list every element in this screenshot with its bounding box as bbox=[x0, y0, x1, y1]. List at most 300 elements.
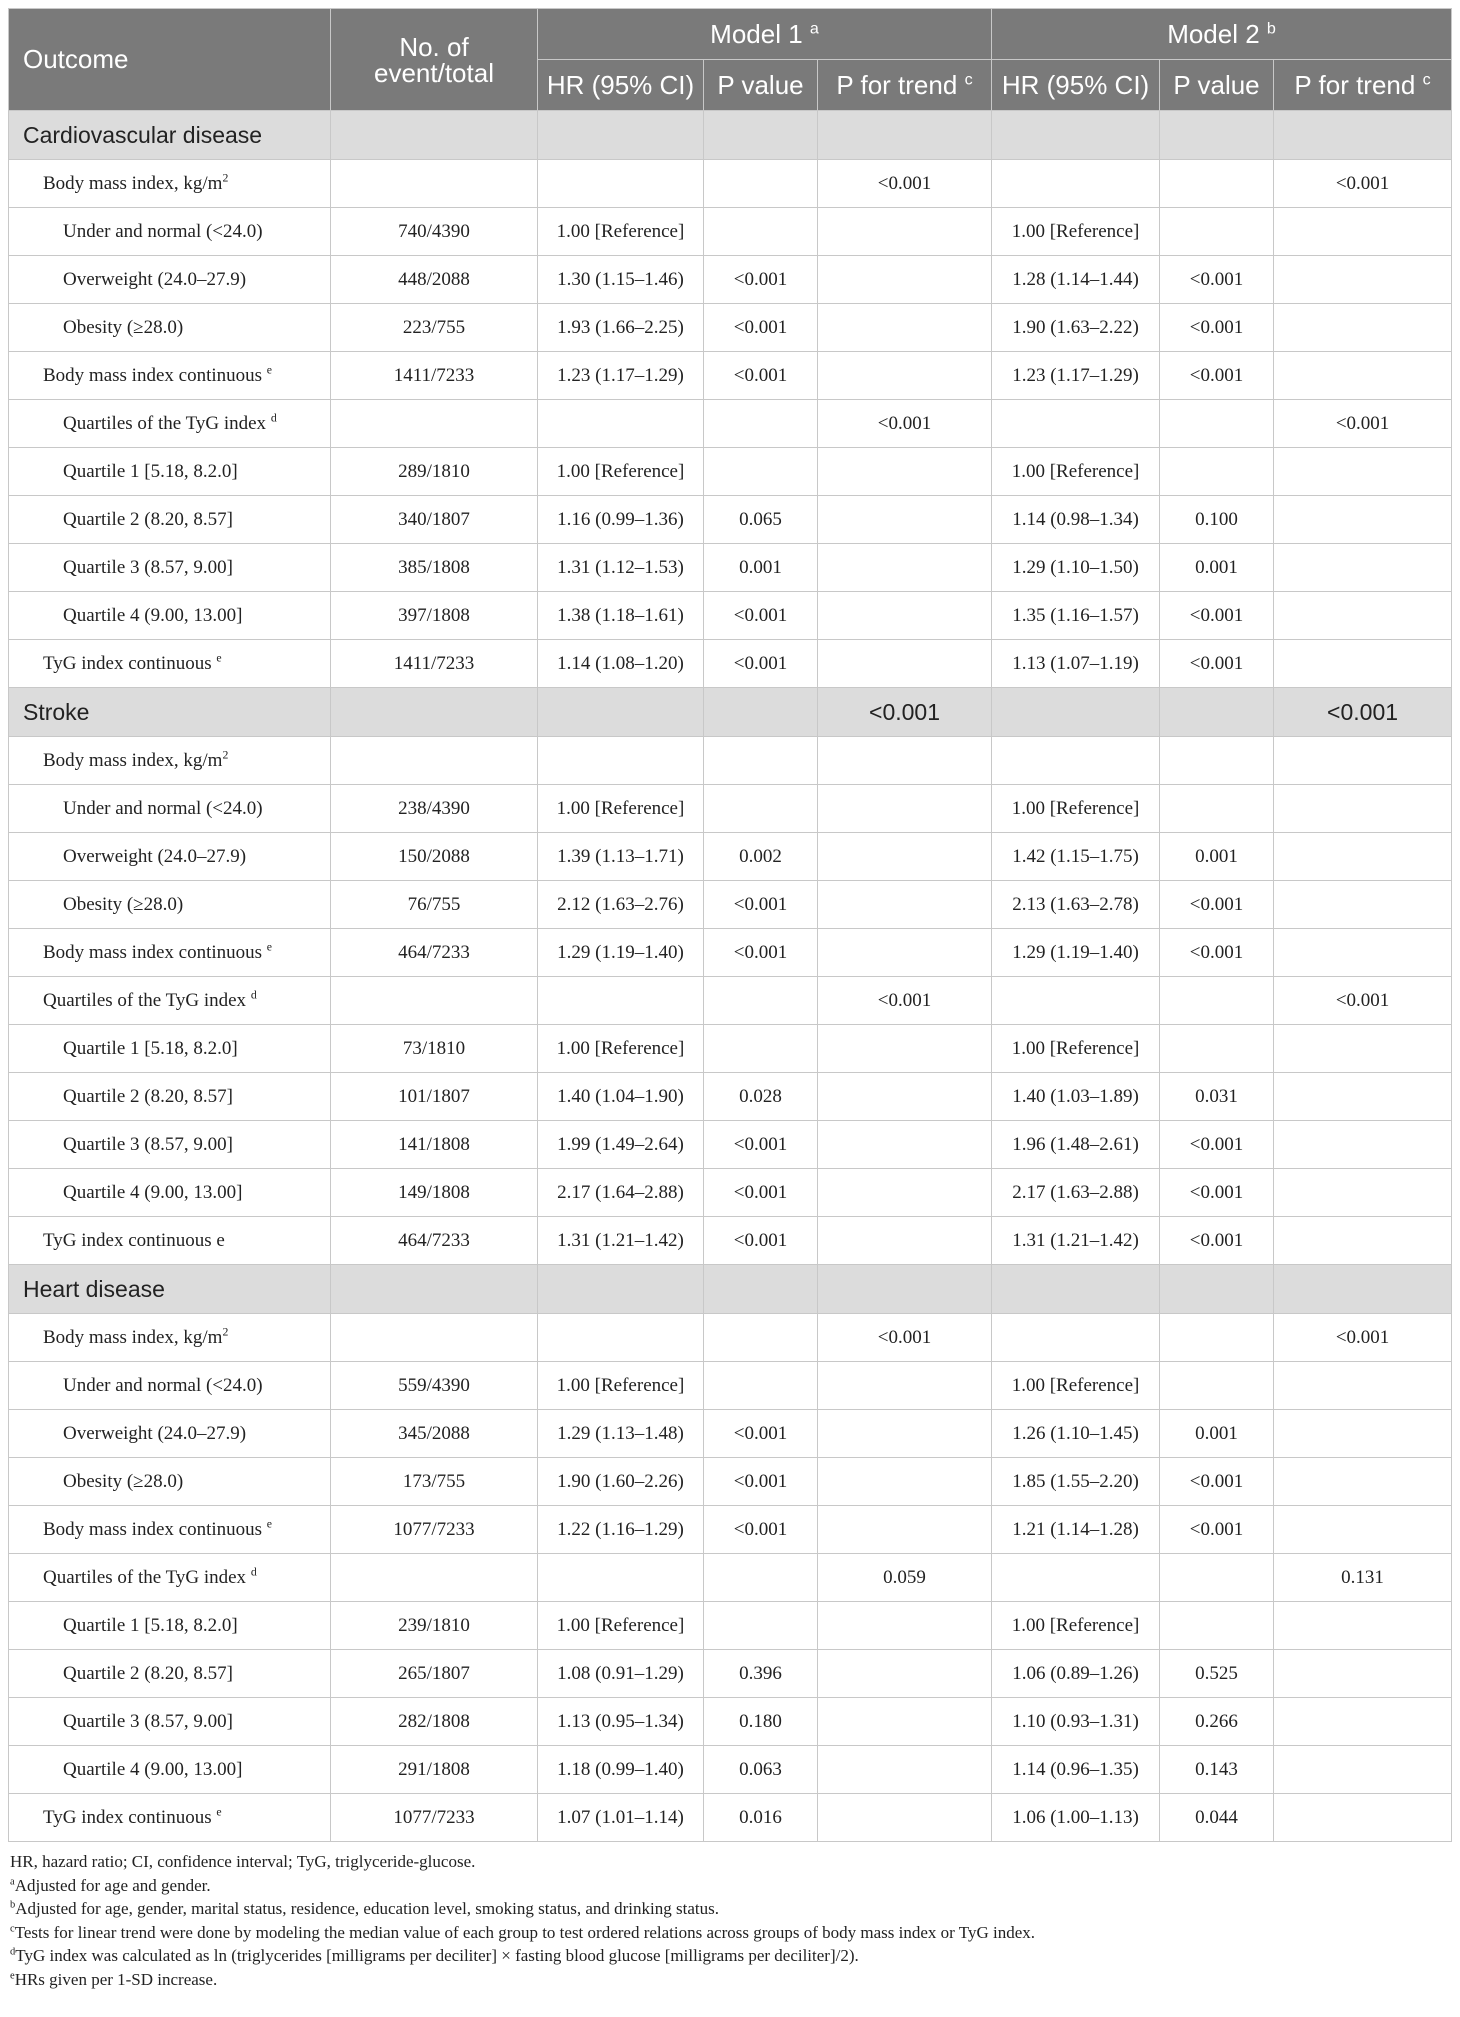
row-label bbox=[9, 448, 331, 496]
row-label-text: Quartile 3 (8.57, 9.00] bbox=[63, 1710, 233, 1732]
section-cell-events bbox=[331, 111, 538, 160]
cell-t2 bbox=[1274, 352, 1452, 400]
table-row bbox=[9, 1121, 1452, 1169]
table-row bbox=[9, 1602, 1452, 1650]
cell-p1: 0.016 bbox=[704, 1794, 818, 1842]
cell-p1 bbox=[704, 737, 818, 785]
cell-p2 bbox=[1160, 1362, 1274, 1410]
cell-t1: 0.059 bbox=[818, 1554, 992, 1602]
row-label bbox=[9, 1554, 331, 1602]
cell-t2 bbox=[1274, 640, 1452, 688]
cell-t1: <0.001 bbox=[818, 1314, 992, 1362]
footnote-line bbox=[10, 1968, 1451, 1992]
cell-p2 bbox=[1160, 1025, 1274, 1073]
section-header-row bbox=[9, 1265, 1452, 1314]
cell-t2 bbox=[1274, 1650, 1452, 1698]
cell-p2 bbox=[1160, 160, 1274, 208]
cell-t1 bbox=[818, 929, 992, 977]
section-cell-p2 bbox=[1160, 111, 1274, 160]
cell-p1 bbox=[704, 400, 818, 448]
cell-p2: 0.001 bbox=[1160, 1410, 1274, 1458]
cell-t1: <0.001 bbox=[818, 977, 992, 1025]
cell-p1: <0.001 bbox=[704, 1506, 818, 1554]
cell-t2 bbox=[1274, 1506, 1452, 1554]
cell-events bbox=[331, 977, 538, 1025]
cell-p2: <0.001 bbox=[1160, 1458, 1274, 1506]
cell-t1: <0.001 bbox=[818, 160, 992, 208]
cell-hr1: 1.31 (1.21–1.42) bbox=[538, 1217, 704, 1265]
row-label bbox=[9, 737, 331, 785]
cell-p2: 0.001 bbox=[1160, 833, 1274, 881]
row-label-text: Quartile 4 (9.00, 13.00] bbox=[63, 1181, 243, 1203]
cell-t1 bbox=[818, 1794, 992, 1842]
row-label bbox=[9, 304, 331, 352]
header-outcome: Outcome bbox=[9, 9, 331, 111]
cell-t1 bbox=[818, 1410, 992, 1458]
cell-hr2: 1.00 [Reference] bbox=[992, 448, 1160, 496]
table-row bbox=[9, 1362, 1452, 1410]
cell-t2 bbox=[1274, 929, 1452, 977]
table-row bbox=[9, 352, 1452, 400]
cell-p1: <0.001 bbox=[704, 256, 818, 304]
row-label-text: TyG index continuous bbox=[43, 1806, 217, 1828]
row-label-footnote: e bbox=[266, 363, 273, 377]
cell-t1 bbox=[818, 1362, 992, 1410]
cell-t2 bbox=[1274, 1602, 1452, 1650]
table-row bbox=[9, 1746, 1452, 1794]
table-row bbox=[9, 304, 1452, 352]
row-label bbox=[9, 929, 331, 977]
cell-p2 bbox=[1160, 737, 1274, 785]
cell-hr2: 1.90 (1.63–2.22) bbox=[992, 304, 1160, 352]
section-cell-hr1 bbox=[538, 111, 704, 160]
row-label-footnote: 2 bbox=[222, 748, 229, 762]
cell-p2 bbox=[1160, 977, 1274, 1025]
cell-p2: <0.001 bbox=[1160, 1506, 1274, 1554]
cell-p1: <0.001 bbox=[704, 1169, 818, 1217]
row-label-text: Body mass index, kg/m bbox=[43, 749, 223, 771]
cell-p2: <0.001 bbox=[1160, 929, 1274, 977]
table-row bbox=[9, 1025, 1452, 1073]
cell-hr1: 1.93 (1.66–2.25) bbox=[538, 304, 704, 352]
cell-p2: <0.001 bbox=[1160, 1217, 1274, 1265]
cell-p1: <0.001 bbox=[704, 1410, 818, 1458]
row-label-text: Quartile 1 [5.18, 8.2.0] bbox=[63, 1037, 238, 1059]
cell-t1 bbox=[818, 1746, 992, 1794]
cell-p1: <0.001 bbox=[704, 640, 818, 688]
table-row bbox=[9, 1217, 1452, 1265]
cell-events: 149/1808 bbox=[331, 1169, 538, 1217]
cell-p2 bbox=[1160, 1602, 1274, 1650]
table-body bbox=[9, 111, 1452, 1842]
row-label-text: Quartile 1 [5.18, 8.2.0] bbox=[63, 1614, 238, 1636]
cell-t2: 0.131 bbox=[1274, 1554, 1452, 1602]
cell-t2 bbox=[1274, 256, 1452, 304]
row-label bbox=[9, 1410, 331, 1458]
section-header-row bbox=[9, 111, 1452, 160]
cell-hr1: 1.23 (1.17–1.29) bbox=[538, 352, 704, 400]
header-ptrend-model2: P for trend $^c$ bbox=[1274, 60, 1452, 111]
row-label bbox=[9, 352, 331, 400]
results-table bbox=[8, 8, 1452, 1842]
cell-events: 448/2088 bbox=[331, 256, 538, 304]
cell-t1 bbox=[818, 1025, 992, 1073]
cell-events: 559/4390 bbox=[331, 1362, 538, 1410]
cell-t1: <0.001 bbox=[818, 400, 992, 448]
row-label-footnote: e bbox=[216, 1805, 222, 1819]
cell-hr2: 1.00 [Reference] bbox=[992, 1025, 1160, 1073]
row-label bbox=[9, 208, 331, 256]
section-cell-hr2 bbox=[992, 688, 1160, 737]
row-label-text: Quartile 4 (9.00, 13.00] bbox=[63, 1758, 243, 1780]
cell-t2: <0.001 bbox=[1274, 400, 1452, 448]
cell-p1: 0.063 bbox=[704, 1746, 818, 1794]
cell-hr1: 1.07 (1.01–1.14) bbox=[538, 1794, 704, 1842]
footnote-marker: d bbox=[10, 1946, 16, 1958]
section-cell-events bbox=[331, 1265, 538, 1314]
cell-events: 1411/7233 bbox=[331, 640, 538, 688]
table-row bbox=[9, 1650, 1452, 1698]
cell-events: 464/7233 bbox=[331, 1217, 538, 1265]
table-row bbox=[9, 881, 1452, 929]
footnote-text: HRs given per 1-SD increase. bbox=[14, 1969, 218, 1989]
row-label-text: Body mass index, kg/m bbox=[43, 1326, 223, 1348]
cell-t2 bbox=[1274, 304, 1452, 352]
row-label bbox=[9, 1746, 331, 1794]
cell-t1 bbox=[818, 1698, 992, 1746]
cell-events: 223/755 bbox=[331, 304, 538, 352]
footnote-line bbox=[10, 1850, 1451, 1874]
table-header bbox=[9, 9, 1452, 111]
cell-t1 bbox=[818, 448, 992, 496]
section-header-row bbox=[9, 688, 1452, 737]
cell-hr2: 1.85 (1.55–2.20) bbox=[992, 1458, 1160, 1506]
cell-events: 73/1810 bbox=[331, 1025, 538, 1073]
cell-hr2: 1.23 (1.17–1.29) bbox=[992, 352, 1160, 400]
cell-hr1: 1.00 [Reference] bbox=[538, 448, 704, 496]
row-label-text: Body mass index continuous bbox=[43, 1518, 267, 1540]
row-label bbox=[9, 1458, 331, 1506]
cell-t1 bbox=[818, 1650, 992, 1698]
cell-hr2 bbox=[992, 400, 1160, 448]
cell-t2 bbox=[1274, 1746, 1452, 1794]
cell-t1 bbox=[818, 1169, 992, 1217]
cell-p2 bbox=[1160, 785, 1274, 833]
cell-hr1: 1.30 (1.15–1.46) bbox=[538, 256, 704, 304]
cell-p1 bbox=[704, 160, 818, 208]
cell-events: 173/755 bbox=[331, 1458, 538, 1506]
cell-t1 bbox=[818, 737, 992, 785]
row-label-text: Body mass index continuous bbox=[43, 364, 267, 386]
table-row bbox=[9, 1314, 1452, 1362]
cell-t1 bbox=[818, 304, 992, 352]
table-row bbox=[9, 1458, 1452, 1506]
cell-hr1: 2.12 (1.63–2.76) bbox=[538, 881, 704, 929]
cell-t2 bbox=[1274, 1121, 1452, 1169]
cell-events: 740/4390 bbox=[331, 208, 538, 256]
section-cell-hr2 bbox=[992, 1265, 1160, 1314]
cell-hr2 bbox=[992, 977, 1160, 1025]
header-pvalue-model2: P value bbox=[1160, 60, 1274, 111]
section-cell-t2 bbox=[1274, 1265, 1452, 1314]
row-label bbox=[9, 1073, 331, 1121]
footnote-text: TyG index was calculated as ln (triglycerides [milligrams per deciliter] × fasting blood glucose [milligrams per deciliter]/2). bbox=[15, 1946, 859, 1965]
section-cell-hr1 bbox=[538, 688, 704, 737]
cell-hr2 bbox=[992, 1554, 1160, 1602]
footnote-line bbox=[10, 1944, 1451, 1968]
row-label bbox=[9, 1217, 331, 1265]
header-ptrend-model1: P for trend $^c$ bbox=[818, 60, 992, 111]
cell-events: 1411/7233 bbox=[331, 352, 538, 400]
cell-hr1: 1.29 (1.19–1.40) bbox=[538, 929, 704, 977]
cell-t1 bbox=[818, 256, 992, 304]
cell-p1: <0.001 bbox=[704, 929, 818, 977]
cell-p1 bbox=[704, 448, 818, 496]
cell-t1 bbox=[818, 208, 992, 256]
cell-events: 1077/7233 bbox=[331, 1506, 538, 1554]
cell-hr1 bbox=[538, 977, 704, 1025]
header-hr-model2: HR (95% CI) bbox=[992, 60, 1160, 111]
row-label bbox=[9, 1362, 331, 1410]
header-hr-model1: HR (95% CI) bbox=[538, 60, 704, 111]
cell-p2: <0.001 bbox=[1160, 1121, 1274, 1169]
table-row bbox=[9, 160, 1452, 208]
footnotes bbox=[8, 1850, 1451, 1991]
cell-p2: 0.266 bbox=[1160, 1698, 1274, 1746]
cell-events: 76/755 bbox=[331, 881, 538, 929]
cell-hr1 bbox=[538, 160, 704, 208]
table-row bbox=[9, 208, 1452, 256]
cell-p2 bbox=[1160, 1314, 1274, 1362]
cell-t2 bbox=[1274, 1169, 1452, 1217]
section-cell-t2: <0.001 bbox=[1274, 688, 1452, 737]
row-label bbox=[9, 1650, 331, 1698]
cell-hr2: 1.14 (0.96–1.35) bbox=[992, 1746, 1160, 1794]
section-cell-hr2 bbox=[992, 111, 1160, 160]
cell-hr2: 1.14 (0.98–1.34) bbox=[992, 496, 1160, 544]
row-label bbox=[9, 881, 331, 929]
cell-hr1 bbox=[538, 737, 704, 785]
row-label-text: Under and normal (<24.0) bbox=[63, 220, 263, 242]
footnote-line bbox=[10, 1921, 1451, 1945]
cell-events: 282/1808 bbox=[331, 1698, 538, 1746]
cell-events: 141/1808 bbox=[331, 1121, 538, 1169]
cell-t1 bbox=[818, 1458, 992, 1506]
footnote-text: Adjusted for age, gender, marital status, residence, education level, smoking status, and drinking status. bbox=[15, 1899, 719, 1918]
table-row bbox=[9, 1169, 1452, 1217]
cell-p1: <0.001 bbox=[704, 1121, 818, 1169]
section-cell-p2 bbox=[1160, 1265, 1274, 1314]
cell-hr2: 1.06 (0.89–1.26) bbox=[992, 1650, 1160, 1698]
cell-hr1: 1.00 [Reference] bbox=[538, 785, 704, 833]
cell-events bbox=[331, 160, 538, 208]
cell-hr1: 1.16 (0.99–1.36) bbox=[538, 496, 704, 544]
cell-p2 bbox=[1160, 1554, 1274, 1602]
table-row bbox=[9, 544, 1452, 592]
cell-hr1: 1.00 [Reference] bbox=[538, 208, 704, 256]
row-label-footnote: 2 bbox=[222, 171, 229, 185]
cell-p2: <0.001 bbox=[1160, 881, 1274, 929]
cell-p1 bbox=[704, 1602, 818, 1650]
cell-hr1: 1.13 (0.95–1.34) bbox=[538, 1698, 704, 1746]
cell-p1 bbox=[704, 1025, 818, 1073]
cell-t2 bbox=[1274, 1362, 1452, 1410]
footnote-text: HR, hazard ratio; CI, confidence interval; TyG, triglyceride-glucose. bbox=[10, 1852, 476, 1871]
cell-hr1: 1.90 (1.60–2.26) bbox=[538, 1458, 704, 1506]
row-label bbox=[9, 1169, 331, 1217]
cell-t1 bbox=[818, 1506, 992, 1554]
row-label bbox=[9, 160, 331, 208]
cell-hr2: 1.28 (1.14–1.44) bbox=[992, 256, 1160, 304]
cell-hr1: 1.99 (1.49–2.64) bbox=[538, 1121, 704, 1169]
row-label bbox=[9, 1314, 331, 1362]
row-label-text: TyG index continuous e bbox=[43, 1229, 225, 1251]
cell-hr2: 1.29 (1.10–1.50) bbox=[992, 544, 1160, 592]
cell-p2: <0.001 bbox=[1160, 304, 1274, 352]
cell-p1 bbox=[704, 1314, 818, 1362]
cell-events: 150/2088 bbox=[331, 833, 538, 881]
cell-p1: <0.001 bbox=[704, 1217, 818, 1265]
cell-t2: <0.001 bbox=[1274, 1314, 1452, 1362]
table-row bbox=[9, 1554, 1452, 1602]
cell-p1 bbox=[704, 1554, 818, 1602]
cell-t2 bbox=[1274, 1458, 1452, 1506]
row-label bbox=[9, 1698, 331, 1746]
row-label bbox=[9, 400, 331, 448]
row-label-text: Body mass index continuous bbox=[43, 941, 267, 963]
cell-hr2 bbox=[992, 737, 1160, 785]
row-label-text: Quartile 2 (8.20, 8.57] bbox=[63, 1662, 233, 1684]
cell-hr2: 1.42 (1.15–1.75) bbox=[992, 833, 1160, 881]
cell-events: 291/1808 bbox=[331, 1746, 538, 1794]
row-label-footnote: 2 bbox=[222, 1325, 229, 1339]
cell-t2 bbox=[1274, 496, 1452, 544]
cell-hr2: 1.06 (1.00–1.13) bbox=[992, 1794, 1160, 1842]
cell-hr1: 1.22 (1.16–1.29) bbox=[538, 1506, 704, 1554]
footnote-line bbox=[10, 1874, 1451, 1898]
row-label-text: Quartile 2 (8.20, 8.57] bbox=[63, 508, 233, 530]
row-label-text: Quartile 1 [5.18, 8.2.0] bbox=[63, 460, 238, 482]
cell-hr2: 2.13 (1.63–2.78) bbox=[992, 881, 1160, 929]
footnote-marker: b bbox=[10, 1899, 16, 1911]
section-title: Heart disease bbox=[9, 1265, 331, 1314]
row-label bbox=[9, 785, 331, 833]
cell-hr2: 1.40 (1.03–1.89) bbox=[992, 1073, 1160, 1121]
row-label-text: Quartiles of the TyG index bbox=[43, 1566, 251, 1588]
cell-hr2: 1.35 (1.16–1.57) bbox=[992, 592, 1160, 640]
row-label bbox=[9, 544, 331, 592]
cell-t2 bbox=[1274, 1217, 1452, 1265]
cell-p2: <0.001 bbox=[1160, 640, 1274, 688]
cell-p1: 0.028 bbox=[704, 1073, 818, 1121]
cell-p1: 0.002 bbox=[704, 833, 818, 881]
row-label-footnote: d bbox=[270, 411, 277, 425]
row-label-text: Under and normal (<24.0) bbox=[63, 797, 263, 819]
cell-t2 bbox=[1274, 1698, 1452, 1746]
section-cell-hr1 bbox=[538, 1265, 704, 1314]
row-label-text: Obesity (≥28.0) bbox=[63, 893, 184, 915]
cell-p1: <0.001 bbox=[704, 881, 818, 929]
cell-t2 bbox=[1274, 1410, 1452, 1458]
cell-p1 bbox=[704, 208, 818, 256]
table-row bbox=[9, 256, 1452, 304]
cell-p2: 0.525 bbox=[1160, 1650, 1274, 1698]
footnote-text: Tests for linear trend were done by modeling the median value of each group to test ordered relations across groups of body mass index or TyG index. bbox=[14, 1922, 1036, 1942]
cell-events: 239/1810 bbox=[331, 1602, 538, 1650]
results-table-container bbox=[8, 8, 1451, 1991]
cell-p1 bbox=[704, 1362, 818, 1410]
row-label-text: Overweight (24.0–27.9) bbox=[63, 1422, 247, 1444]
row-label bbox=[9, 833, 331, 881]
header-events: No. of event/total bbox=[331, 9, 538, 111]
row-label bbox=[9, 592, 331, 640]
cell-p1: <0.001 bbox=[704, 352, 818, 400]
row-label-footnote: d bbox=[250, 1565, 257, 1579]
table-row bbox=[9, 1073, 1452, 1121]
table-row bbox=[9, 785, 1452, 833]
row-label-text: Obesity (≥28.0) bbox=[63, 316, 184, 338]
cell-t1 bbox=[818, 496, 992, 544]
cell-p1: 0.180 bbox=[704, 1698, 818, 1746]
row-label-footnote: d bbox=[250, 988, 257, 1002]
cell-p2: 0.100 bbox=[1160, 496, 1274, 544]
row-label-text: Quartile 2 (8.20, 8.57] bbox=[63, 1085, 233, 1107]
row-label-footnote: e bbox=[266, 1517, 273, 1531]
table-row bbox=[9, 496, 1452, 544]
cell-p2: 0.031 bbox=[1160, 1073, 1274, 1121]
table-row bbox=[9, 833, 1452, 881]
table-row bbox=[9, 1410, 1452, 1458]
row-label bbox=[9, 1025, 331, 1073]
section-cell-t1 bbox=[818, 111, 992, 160]
cell-t1 bbox=[818, 1073, 992, 1121]
cell-events bbox=[331, 1314, 538, 1362]
section-title: Stroke bbox=[9, 688, 331, 737]
header-model1: Model 1 $^a$ bbox=[538, 9, 992, 60]
cell-hr1 bbox=[538, 400, 704, 448]
table-row bbox=[9, 592, 1452, 640]
table-row bbox=[9, 448, 1452, 496]
cell-t1 bbox=[818, 833, 992, 881]
cell-hr1: 1.39 (1.13–1.71) bbox=[538, 833, 704, 881]
cell-t2 bbox=[1274, 785, 1452, 833]
table-row bbox=[9, 1506, 1452, 1554]
cell-hr1: 1.00 [Reference] bbox=[538, 1025, 704, 1073]
cell-events: 289/1810 bbox=[331, 448, 538, 496]
cell-t1 bbox=[818, 785, 992, 833]
cell-events: 464/7233 bbox=[331, 929, 538, 977]
row-label-text: Quartile 3 (8.57, 9.00] bbox=[63, 556, 233, 578]
cell-t2: <0.001 bbox=[1274, 977, 1452, 1025]
cell-p1: <0.001 bbox=[704, 304, 818, 352]
cell-hr2: 1.21 (1.14–1.28) bbox=[992, 1506, 1160, 1554]
cell-hr2: 2.17 (1.63–2.88) bbox=[992, 1169, 1160, 1217]
cell-p2: <0.001 bbox=[1160, 352, 1274, 400]
row-label bbox=[9, 977, 331, 1025]
cell-t1 bbox=[818, 881, 992, 929]
table-row bbox=[9, 1698, 1452, 1746]
footnote-line bbox=[10, 1897, 1451, 1921]
cell-p2 bbox=[1160, 448, 1274, 496]
section-cell-p1 bbox=[704, 688, 818, 737]
cell-p2: 0.044 bbox=[1160, 1794, 1274, 1842]
row-label bbox=[9, 1121, 331, 1169]
footnote-marker: a bbox=[10, 1875, 15, 1887]
cell-p1: 0.396 bbox=[704, 1650, 818, 1698]
row-label-text: Body mass index, kg/m bbox=[43, 172, 223, 194]
cell-hr2: 1.29 (1.19–1.40) bbox=[992, 929, 1160, 977]
row-label bbox=[9, 1794, 331, 1842]
